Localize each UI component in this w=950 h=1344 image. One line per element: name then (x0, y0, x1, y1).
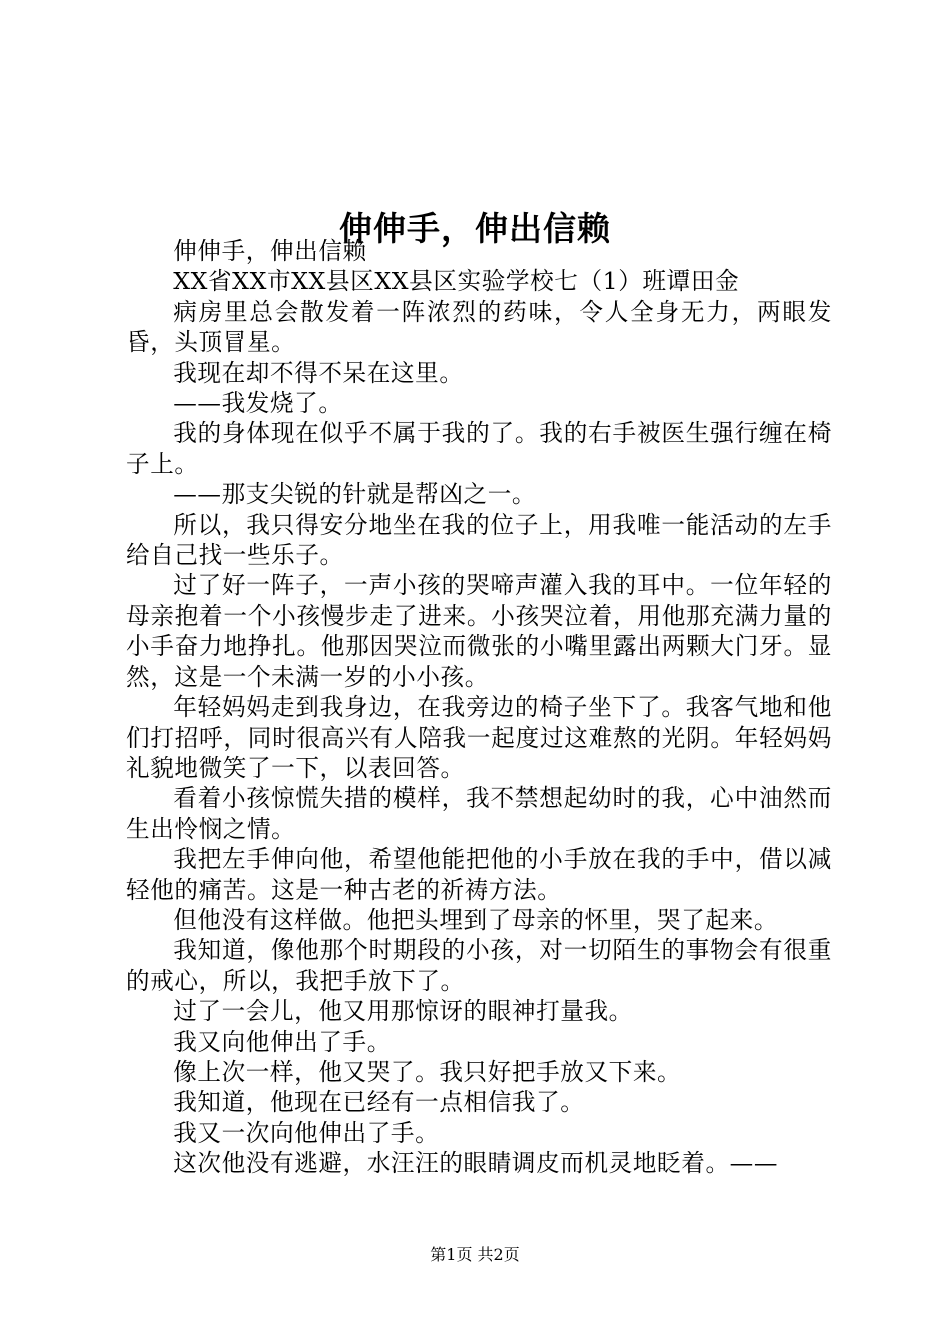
paragraph: 这次他没有逃避，水汪汪的眼睛调皮而机灵地眨着。—— (173, 1149, 779, 1178)
paragraph: 伸伸手，伸出信赖 (173, 237, 367, 265)
paragraph: 我现在却不得不呆在这里。 (173, 358, 464, 387)
paragraph: 我又一次向他伸出了手。 (173, 1118, 440, 1147)
paragraph: 过了好一阵子，一声小孩的哭啼声灌入我的耳中。一位年轻的母亲抱着一个小孩慢步走了进来。小孩哭泣着，用他那充满力量的小手奋力地挣扎。他那因哭泣而微张的小嘴里露出两颗大门牙。显然，这是一个未满一岁的小小孩。 (126, 571, 832, 691)
paragraph: ——那支尖锐的针就是帮凶之一。 (173, 480, 537, 509)
paragraph: 我知道，他现在已经有一点相信我了。 (173, 1088, 585, 1117)
paragraph: 像上次一样，他又哭了。我只好把手放又下来。 (173, 1057, 682, 1086)
paragraph: 年轻妈妈走到我身边，在我旁边的椅子坐下了。我客气地和他们打招呼，同时很高兴有人陪我一起度过这难熬的光阴。年轻妈妈礼貌地微笑了一下，以表回答。 (126, 693, 832, 782)
paragraph: 我的身体现在似乎不属于我的了。我的右手被医生强行缠在椅子上。 (126, 419, 832, 478)
paragraph: 我又向他伸出了手。 (173, 1027, 391, 1056)
paragraph: 但他没有这样做。他把头埋到了母亲的怀里，哭了起来。 (173, 905, 779, 934)
paragraph: 所以，我只得安分地坐在我的位子上，用我唯一能活动的左手给自己找一些乐子。 (126, 510, 832, 570)
document-body (126, 236, 832, 1179)
paragraph: 病房里总会散发着一阵浓烈的药味，令人全身无力，两眼发昏，头顶冒星。 (126, 297, 832, 357)
paragraph: ——我发烧了。 (173, 389, 343, 418)
document-title: 伸伸手，伸出信赖 (339, 209, 611, 249)
page-number-footer: 第1页 共2页 (430, 1245, 520, 1264)
paragraph: XX省XX市XX县区XX县区实验学校七（1）班谭田金 (173, 267, 740, 296)
paragraph: 我知道，像他那个时期段的小孩，对一切陌生的事物会有很重的戒心，所以，我把手放下了。 (126, 936, 832, 995)
paragraph: 看着小孩惊慌失措的模样，我不禁想起幼时的我，心中油然而生出怜悯之情。 (126, 784, 832, 843)
paragraph: 过了一会儿，他又用那惊讶的眼神打量我。 (173, 997, 633, 1026)
paragraph: 我把左手伸向他，希望他能把他的小手放在我的手中，借以减轻他的痛苦。这是一种古老的祈祷方法。 (126, 845, 832, 904)
